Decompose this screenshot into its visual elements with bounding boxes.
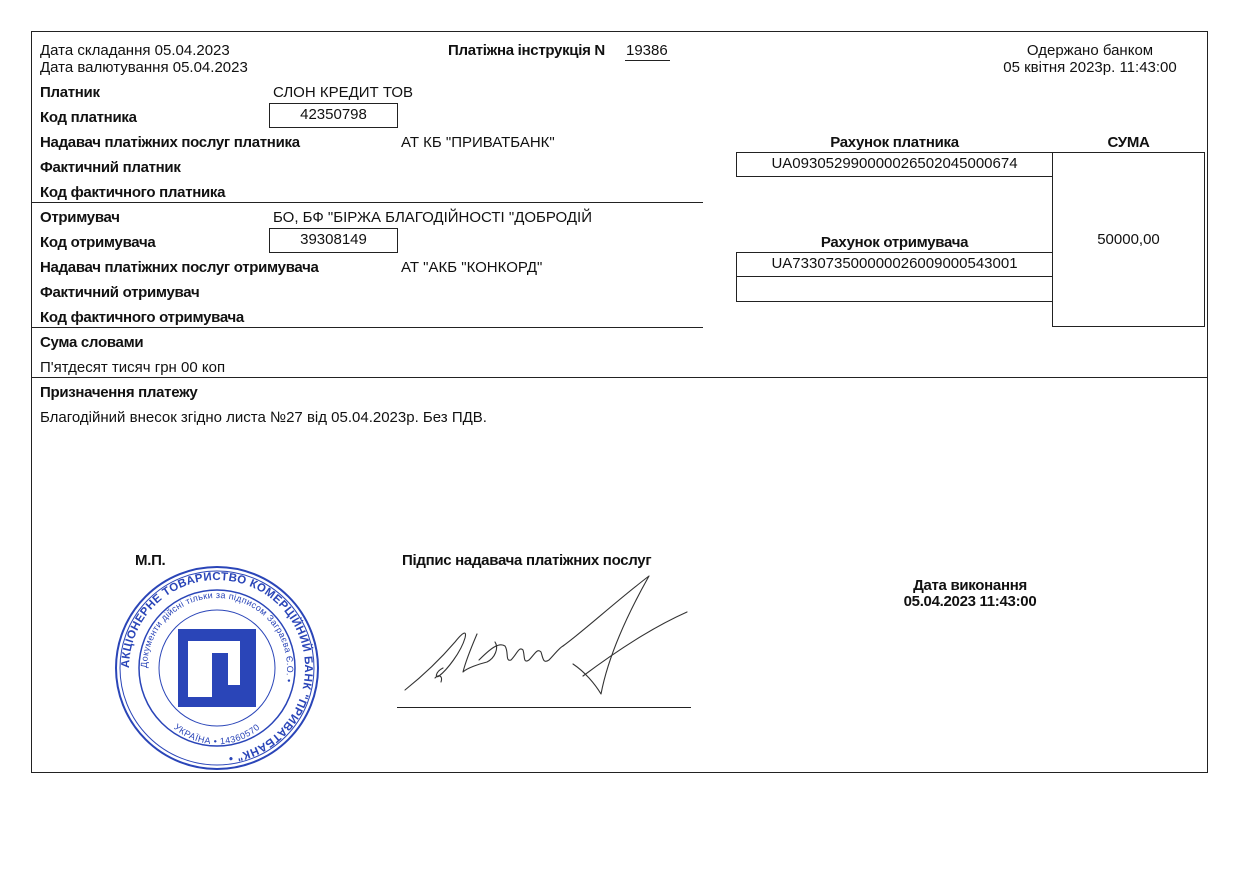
payer-provider: АТ КБ "ПРИВАТБАНК"	[401, 134, 555, 151]
bank-stamp	[112, 563, 322, 773]
svg-text:УКРАЇНА • 14360570	[172, 722, 261, 747]
recipient-provider: АТ "АКБ "КОНКОРД"	[401, 259, 543, 276]
divider-line	[32, 202, 703, 203]
exec-datetime: 05.04.2023 11:43:00	[903, 593, 1037, 610]
sum-box: 50000,00	[1052, 152, 1205, 327]
received-datetime: 05 квітня 2023р. 11:43:00	[1003, 59, 1177, 76]
stamp-inner-text: Документи дійсні тільки за підписом Заграєва Є.О. •	[138, 589, 296, 684]
actual-payer-code-label: Код фактичного платника	[40, 184, 226, 201]
payer-label: Платник	[40, 84, 100, 101]
payer-account-label: Рахунок платника	[830, 134, 959, 151]
recipient-account-label: Рахунок отримувача	[820, 234, 969, 251]
actual-recipient-code-label: Код фактичного отримувача	[40, 309, 244, 326]
recipient-account-box: UA733073500000026009000543001	[736, 252, 1053, 277]
date-created: Дата складання 05.04.2023	[40, 42, 230, 59]
recipient-name: БО, БФ "БІРЖА БЛАГОДІЙНОСТІ "ДОБРОДІЙ	[273, 209, 592, 226]
purpose-label: Призначення платежу	[40, 384, 198, 401]
signature-label: Підпис надавача платіжних послуг	[402, 552, 652, 569]
recipient-provider-label: Надавач платіжних послуг отримувача	[40, 259, 319, 276]
sum-words-label: Сума словами	[40, 334, 144, 351]
signature-icon	[395, 572, 695, 712]
actual-payer-label: Фактичний платник	[40, 159, 181, 176]
divider-line	[32, 327, 703, 328]
recipient-account-extra-box	[736, 276, 1053, 302]
stamp-outer-text: АКЦІОНЕРНЕ ТОВАРИСТВО КОМЕРЦІЙНИЙ БАНК "ПРИВАТБАНК" •	[119, 570, 315, 765]
sum-words: П'ятдесят тисяч грн 00 коп	[40, 359, 226, 376]
actual-recipient-label: Фактичний отримувач	[40, 284, 200, 301]
received-label: Одержано банком	[1026, 42, 1154, 59]
exec-label: Дата виконання	[913, 577, 1027, 594]
divider-line	[32, 377, 1207, 378]
payer-code-box: 42350798	[269, 103, 398, 128]
date-value: Дата валютування 05.04.2023	[40, 59, 248, 76]
instruction-number: 19386	[626, 42, 668, 59]
recipient-code-label: Код отримувача	[40, 234, 156, 251]
signature-line	[397, 707, 691, 708]
payer-name: СЛОН КРЕДИТ ТОВ	[273, 84, 414, 101]
payer-account-box: UA093052990000026502045000674	[736, 152, 1053, 177]
sum-label: СУМА	[1107, 134, 1150, 151]
payer-code-label: Код платника	[40, 109, 137, 126]
recipient-label: Отримувач	[40, 209, 120, 226]
instruction-label: Платіжна інструкція N	[448, 42, 605, 59]
stamp-bottom-text: УКРАЇНА • 14360570	[172, 721, 262, 747]
bank-logo-icon	[178, 629, 256, 707]
recipient-code-box: 39308149	[269, 228, 398, 253]
stamp-label: М.П.	[135, 552, 166, 569]
purpose-text: Благодійний внесок згідно листа №27 від 05.04.2023р. Без ПДВ.	[40, 409, 487, 426]
payer-provider-label: Надавач платіжних послуг платника	[40, 134, 300, 151]
